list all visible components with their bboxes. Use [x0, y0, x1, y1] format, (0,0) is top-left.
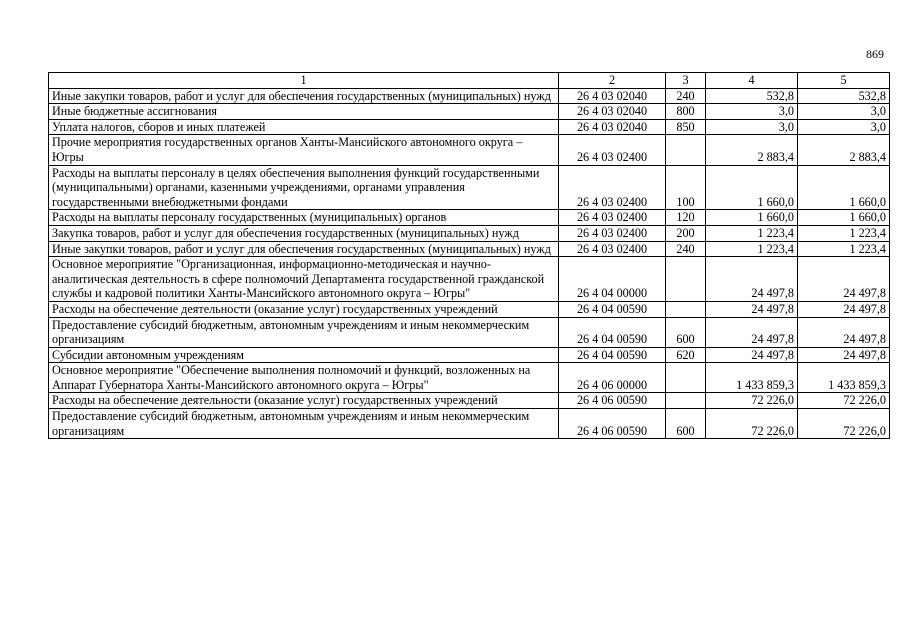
target-code-cell: 26 4 03 02400	[559, 210, 666, 226]
amount-column-5-cell: 1 660,0	[798, 165, 890, 210]
column-header-4: 4	[706, 73, 798, 89]
column-header-2: 2	[559, 73, 666, 89]
amount-column-5-cell: 2 883,4	[798, 135, 890, 165]
expense-description-cell: Предоставление субсидий бюджетным, автономным учреждениям и иным некоммерческим организациям	[49, 409, 559, 439]
table-row	[49, 135, 890, 165]
amount-column-4-cell: 1 223,4	[706, 225, 798, 241]
expense-type-cell: 600	[666, 317, 706, 347]
target-code-cell: 26 4 04 00590	[559, 347, 666, 363]
expense-type-cell	[666, 135, 706, 165]
amount-column-4-cell: 24 497,8	[706, 301, 798, 317]
amount-column-4-cell: 2 883,4	[706, 135, 798, 165]
column-header-3: 3	[666, 73, 706, 89]
expense-description-cell: Предоставление субсидий бюджетным, автономным учреждениям и иным некоммерческим организациям	[49, 317, 559, 347]
amount-column-5-cell: 1 223,4	[798, 241, 890, 257]
target-code-cell: 26 4 03 02400	[559, 135, 666, 165]
amount-column-5-cell: 1 433 859,3	[798, 363, 890, 393]
expense-description-cell: Основное мероприятие "Обеспечение выполнения полномочий и функций, возложенных на Аппарат Губернатора Ханты-Мансийского автономного округа – Югры"	[49, 363, 559, 393]
amount-column-4-cell: 72 226,0	[706, 409, 798, 439]
amount-column-5-cell: 72 226,0	[798, 393, 890, 409]
column-header-1: 1	[49, 73, 559, 89]
amount-column-4-cell: 24 497,8	[706, 257, 798, 302]
amount-column-4-cell: 24 497,8	[706, 317, 798, 347]
table-header-row	[49, 73, 890, 89]
expense-type-cell: 100	[666, 165, 706, 210]
expense-type-cell	[666, 257, 706, 302]
amount-column-5-cell: 72 226,0	[798, 409, 890, 439]
expense-description-cell: Основное мероприятие "Организационная, информационно-методическая и научно-аналитическая деятельность в сфере полномочий Департамента государственной гражданской службы и кадровой политики Ханты-Мансийского автономного округа – Югры"	[49, 257, 559, 302]
expense-description-cell: Иные бюджетные ассигнования	[49, 104, 559, 120]
expense-description-cell: Иные закупки товаров, работ и услуг для обеспечения государственных (муниципальных) нужд	[49, 241, 559, 257]
amount-column-4-cell: 532,8	[706, 88, 798, 104]
expense-description-cell: Прочие мероприятия государственных органов Ханты-Мансийского автономного округа – Югры	[49, 135, 559, 165]
expense-type-cell: 600	[666, 409, 706, 439]
amount-column-4-cell: 1 223,4	[706, 241, 798, 257]
expense-description-cell: Субсидии автономным учреждениям	[49, 347, 559, 363]
amount-column-5-cell: 1 660,0	[798, 210, 890, 226]
target-code-cell: 26 4 06 00590	[559, 393, 666, 409]
table-row	[49, 241, 890, 257]
amount-column-5-cell: 3,0	[798, 104, 890, 120]
table-row	[49, 119, 890, 135]
expense-description-cell: Уплата налогов, сборов и иных платежей	[49, 119, 559, 135]
table-row	[49, 165, 890, 210]
expense-description-cell: Иные закупки товаров, работ и услуг для обеспечения государственных (муниципальных) нужд	[49, 88, 559, 104]
target-code-cell: 26 4 06 00590	[559, 409, 666, 439]
amount-column-5-cell: 3,0	[798, 119, 890, 135]
target-code-cell: 26 4 03 02040	[559, 119, 666, 135]
expense-type-cell: 800	[666, 104, 706, 120]
expense-description-cell: Расходы на обеспечение деятельности (оказание услуг) государственных учреждений	[49, 393, 559, 409]
target-code-cell: 26 4 03 02400	[559, 225, 666, 241]
target-code-cell: 26 4 03 02040	[559, 88, 666, 104]
table-row	[49, 393, 890, 409]
expense-description-cell: Закупка товаров, работ и услуг для обеспечения государственных (муниципальных) нужд	[49, 225, 559, 241]
table-row	[49, 347, 890, 363]
amount-column-5-cell: 24 497,8	[798, 301, 890, 317]
amount-column-5-cell: 24 497,8	[798, 317, 890, 347]
amount-column-5-cell: 1 223,4	[798, 225, 890, 241]
amount-column-4-cell: 72 226,0	[706, 393, 798, 409]
target-code-cell: 26 4 03 02400	[559, 241, 666, 257]
table-row	[49, 257, 890, 302]
amount-column-4-cell: 3,0	[706, 104, 798, 120]
table-row	[49, 225, 890, 241]
expense-type-cell	[666, 393, 706, 409]
target-code-cell: 26 4 04 00590	[559, 301, 666, 317]
table-row	[49, 363, 890, 393]
expense-description-cell: Расходы на выплаты персоналу в целях обеспечения выполнения функций государственными (муниципальными) органами, казенными учреждениями, органами управления государственными внебюджетными фондами	[49, 165, 559, 210]
target-code-cell: 26 4 06 00000	[559, 363, 666, 393]
amount-column-4-cell: 1 433 859,3	[706, 363, 798, 393]
table-row	[49, 301, 890, 317]
column-header-5: 5	[798, 73, 890, 89]
page-number: 869	[866, 47, 884, 61]
expense-type-cell	[666, 363, 706, 393]
expense-description-cell: Расходы на обеспечение деятельности (оказание услуг) государственных учреждений	[49, 301, 559, 317]
expense-type-cell: 850	[666, 119, 706, 135]
amount-column-4-cell: 3,0	[706, 119, 798, 135]
table-row	[49, 210, 890, 226]
expense-type-cell	[666, 301, 706, 317]
expense-type-cell: 120	[666, 210, 706, 226]
expense-type-cell: 620	[666, 347, 706, 363]
amount-column-5-cell: 24 497,8	[798, 257, 890, 302]
target-code-cell: 26 4 03 02040	[559, 104, 666, 120]
target-code-cell: 26 4 03 02400	[559, 165, 666, 210]
amount-column-5-cell: 532,8	[798, 88, 890, 104]
target-code-cell: 26 4 04 00000	[559, 257, 666, 302]
table-row	[49, 409, 890, 439]
amount-column-5-cell: 24 497,8	[798, 347, 890, 363]
amount-column-4-cell: 1 660,0	[706, 210, 798, 226]
expense-type-cell: 200	[666, 225, 706, 241]
amount-column-4-cell: 24 497,8	[706, 347, 798, 363]
table-row	[49, 317, 890, 347]
amount-column-4-cell: 1 660,0	[706, 165, 798, 210]
expense-description-cell: Расходы на выплаты персоналу государственных (муниципальных) органов	[49, 210, 559, 226]
budget-table	[48, 72, 890, 439]
expense-type-cell: 240	[666, 88, 706, 104]
table-row	[49, 88, 890, 104]
expense-type-cell: 240	[666, 241, 706, 257]
target-code-cell: 26 4 04 00590	[559, 317, 666, 347]
table-row	[49, 104, 890, 120]
